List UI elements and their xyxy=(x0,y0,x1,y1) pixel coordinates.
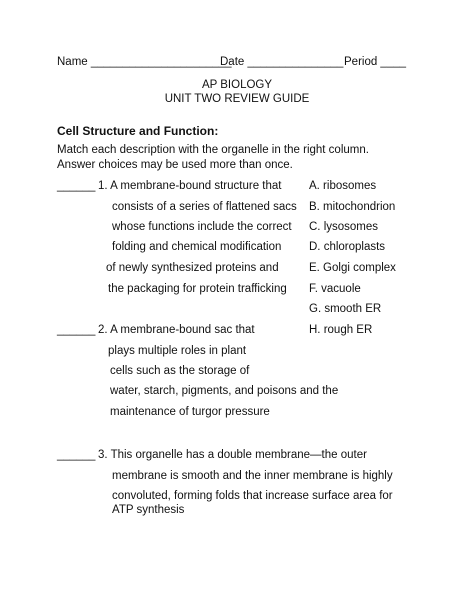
answer-blank-2[interactable]: ______ xyxy=(57,324,96,336)
period-field[interactable]: Period ____ xyxy=(344,56,407,68)
instructions-line-2: Answer choices may be used more than once. xyxy=(57,159,293,171)
question-1-line: the packaging for protein trafficking xyxy=(108,283,287,295)
instructions-line-1: Match each description with the organelle in the right column. xyxy=(57,144,369,156)
choice-a: A. ribosomes xyxy=(309,180,377,192)
question-1-line: 1. A membrane-bound structure that xyxy=(98,180,282,192)
question-1-line: folding and chemical modification xyxy=(112,241,282,253)
choice-f: F. vacuole xyxy=(309,283,361,295)
course-title: AP BIOLOGY xyxy=(201,79,273,91)
question-2-line: maintenance of turgor pressure xyxy=(110,406,270,418)
question-2-line: 2. A membrane-bound sac that xyxy=(98,324,255,336)
question-2-line: water, starch, pigments, and poisons and the xyxy=(110,385,339,397)
question-1-line: consists of a series of flattened sacs xyxy=(112,201,297,213)
question-2-line: cells such as the storage of xyxy=(110,365,250,377)
question-2-line: plays multiple roles in plant xyxy=(108,345,247,357)
choice-g: G. smooth ER xyxy=(309,303,382,315)
answer-blank-1[interactable]: ______ xyxy=(57,180,96,192)
choice-h: H. rough ER xyxy=(309,324,373,336)
question-3-line: 3. This organelle has a double membrane—the outer xyxy=(98,449,367,461)
name-field[interactable]: Name ______________________ xyxy=(57,56,232,68)
choice-e: E. Golgi complex xyxy=(309,262,396,274)
choice-d: D. chloroplasts xyxy=(309,241,386,253)
question-1-line: of newly synthesized proteins and xyxy=(106,262,279,274)
choice-b: B. mitochondrion xyxy=(309,201,396,213)
question-3-line: membrane is smooth and the inner membrane is highly xyxy=(112,470,393,482)
question-1-line: whose functions include the correct xyxy=(112,221,292,233)
answer-blank-3[interactable]: ______ xyxy=(57,449,96,461)
choice-c: C. lysosomes xyxy=(309,221,379,233)
section-heading: Cell Structure and Function: xyxy=(57,124,219,138)
question-3-line: convoluted, forming folds that increase surface area for xyxy=(112,490,393,502)
question-3-line: ATP synthesis xyxy=(112,504,185,516)
date-field[interactable]: Date _______________ xyxy=(220,56,344,68)
guide-title: UNIT TWO REVIEW GUIDE xyxy=(164,93,310,105)
